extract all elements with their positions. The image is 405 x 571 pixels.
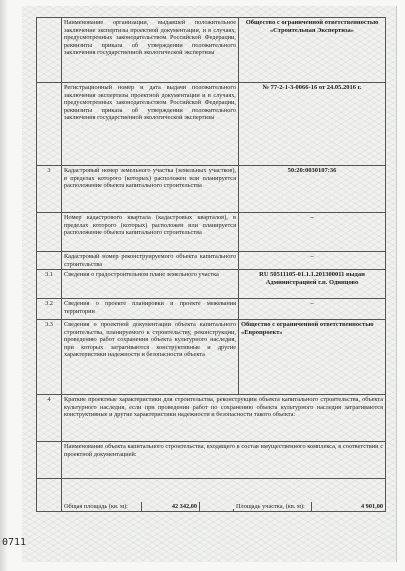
expert-org-value: Общество с ограниченной ответственностью «Строительная Экспертиза» bbox=[239, 18, 386, 83]
area-spacer bbox=[200, 509, 234, 511]
project-docs-label: Сведения о проектной документации объекта капитального строительства, планируемого к строительству, реконструкции, проведению работ сохранения объекта культурного наследия, при которых затрагиваются конструктивные и другие характеристики надежности и безопасности объекта bbox=[62, 320, 239, 395]
row-number: 4 bbox=[37, 395, 62, 442]
table-row bbox=[37, 395, 386, 442]
row-number bbox=[37, 442, 62, 479]
row-number bbox=[37, 479, 62, 512]
table-row bbox=[37, 479, 386, 512]
urban-plan-value: RU 50511105-01.1.1.201300011 выдан Администрацией г.п. Одинцово bbox=[239, 270, 386, 299]
cadastral-quarter-value: – bbox=[239, 213, 386, 252]
row-number bbox=[37, 83, 62, 166]
row-number bbox=[37, 213, 62, 252]
design-characteristics-label: Краткие проектные характеристики для строительства, реконструкции объекта капитального строительства, объекта культурного наследия, если при проведении работ по сохранению объекта культурного наследия затрагиваются конструктивные и другие характеристики надежности и безопасности такого объекта: bbox=[62, 395, 386, 442]
total-area-value: 42 342,00 bbox=[142, 502, 200, 512]
project-docs-value: Общество с ограниченной ответственностью «Европроект» bbox=[239, 320, 386, 395]
reconstructed-object-value: – bbox=[239, 252, 386, 270]
conclusion-number-label: Регистрационный номер и дата выдачи положительного заключения экспертизы проектной документации и в случаях, предусмотренных законодательством Российской Федерации, реквизиты приказа об утверждении положительного заключения государственной экологической экспертизы bbox=[62, 83, 239, 166]
row-number: 3 bbox=[37, 166, 62, 213]
area-row bbox=[62, 479, 386, 512]
row-number bbox=[37, 18, 62, 83]
reconstructed-object-label: Кадастровый номер реконструируемого объекта капитального строительства bbox=[62, 252, 239, 270]
total-area-label: Общая площадь (кв. м): bbox=[62, 502, 142, 512]
table-row bbox=[37, 270, 386, 299]
table-row bbox=[37, 213, 386, 252]
conclusion-number-value: № 77-2-1-3-0066-16 от 24.05.2016 г. bbox=[239, 83, 386, 166]
scan-edge bbox=[0, 0, 8, 571]
cadastral-plot-label: Кадастровый номер земельного участка (земельных участков), в пределах которого (которых) расположен или планируется расположение объекта капитального строительства bbox=[62, 166, 239, 213]
row-number bbox=[37, 252, 62, 270]
permit-table bbox=[36, 17, 386, 512]
cadastral-quarter-label: Номер кадастрового квартала (кадастровых кварталов), в пределах которого (которых) расположен или планируется расположение объекта капитального строительства bbox=[62, 213, 239, 252]
plot-area-value: 4 901,00 bbox=[360, 502, 383, 510]
table-row bbox=[37, 18, 386, 83]
urban-plan-label: Сведения о градостроительном плане земельного участка bbox=[62, 270, 239, 299]
page-number: 0711 bbox=[2, 537, 27, 548]
cadastral-plot-value: 50:20:0030107:36 bbox=[239, 166, 386, 213]
table-row bbox=[37, 83, 386, 166]
territory-plan-label: Сведения о проекте планировки и проекте межевания территории bbox=[62, 299, 239, 320]
expert-org-label: Наименование организации, выдавшей положительное заключение экспертизы проектной документации, и в случаях, предусмотренных законодательством Российской Федерации, реквизиты приказа об утверждении положительного заключения государственной экологической экспертизы bbox=[62, 18, 239, 83]
table-row bbox=[37, 252, 386, 270]
object-name-label: Наименование объекта капитального строительства, входящего в состав имущественного комплекса, в соответствии с проектной документацией: bbox=[62, 442, 386, 479]
row-number: 3.3 bbox=[37, 320, 62, 395]
table-row bbox=[37, 299, 386, 320]
table-row bbox=[37, 166, 386, 213]
table-row bbox=[37, 320, 386, 395]
table-row bbox=[37, 442, 386, 479]
row-number: 3.2 bbox=[37, 299, 62, 320]
plot-area-label: Площадь участка, (кв. м): bbox=[234, 502, 312, 512]
territory-plan-value: – bbox=[239, 299, 386, 320]
row-number: 3.1 bbox=[37, 270, 62, 299]
